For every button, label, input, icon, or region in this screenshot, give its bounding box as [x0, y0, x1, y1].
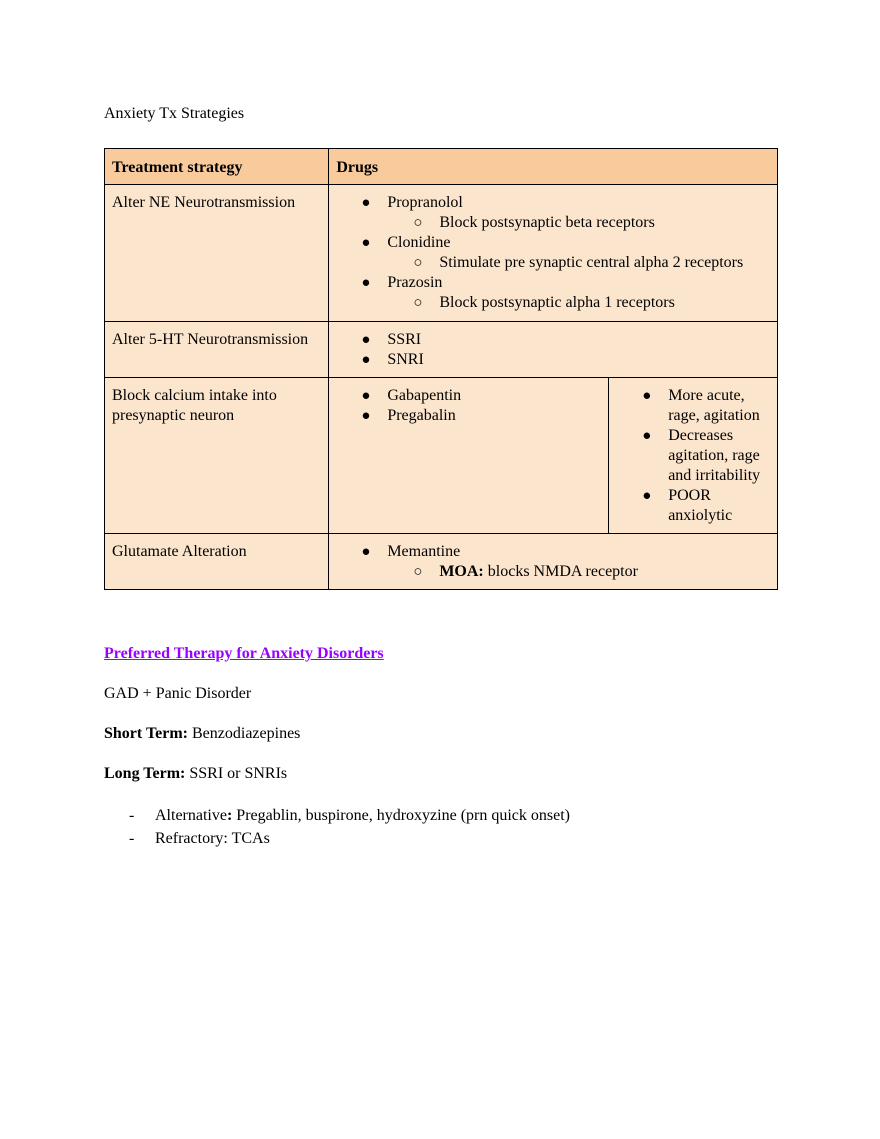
note-item: ● POOR anxiolytic — [616, 486, 770, 526]
preferred-therapy-heading-link[interactable]: Preferred Therapy for Anxiety Disorders — [104, 645, 384, 662]
short-term-text: Benzodiazepines — [188, 725, 301, 742]
drug-item: ● Clonidine — [336, 233, 770, 253]
table-row-glutamate — [105, 534, 778, 590]
drug-item: ● Prazosin — [336, 273, 770, 293]
long-term-line — [104, 764, 287, 784]
drug-subitem: ○ Block postsynaptic alpha 1 receptors — [336, 293, 770, 313]
condition-text: GAD + Panic Disorder — [104, 685, 252, 702]
drugs-cell — [329, 185, 778, 322]
table-row-ne — [105, 185, 778, 322]
moa-text: blocks NMDA receptor — [483, 563, 638, 580]
drug-subitem — [336, 562, 770, 582]
alternative-colon: : — [226, 807, 233, 824]
header-drugs: Drugs — [329, 149, 778, 185]
note-item: ● More acute, rage, agitation — [616, 386, 770, 426]
list-item-alternative — [104, 804, 570, 827]
drug-item: ● Memantine — [336, 542, 770, 562]
drug-subitem: ○ Block postsynaptic beta receptors — [336, 213, 770, 233]
alternative-text: Pregablin, buspirone, hydroxyzine (prn quick onset) — [232, 807, 570, 824]
therapy-options-list — [104, 804, 570, 850]
drugs-cell — [329, 378, 609, 534]
strategy-cell: Block calcium intake into presynaptic neuron — [105, 378, 329, 534]
drug-item: ● Gabapentin — [336, 386, 601, 406]
drugs-cell — [329, 322, 778, 378]
drugs-cell — [329, 534, 778, 590]
document-title: Anxiety Tx Strategies — [104, 105, 245, 122]
drug-item: ● Pregabalin — [336, 406, 601, 426]
long-term-label: Long Term: — [104, 765, 186, 782]
short-term-line — [104, 724, 300, 744]
strategy-cell: Alter NE Neurotransmission — [105, 185, 329, 322]
table-row-calcium — [105, 378, 778, 534]
header-treatment-strategy: Treatment strategy — [105, 149, 329, 185]
note-item: ● Decreases agitation, rage and irritability — [616, 426, 770, 486]
list-item-refractory: - Refractory: TCAs — [104, 827, 570, 850]
long-term-text: SSRI or SNRIs — [185, 765, 288, 782]
drug-item: ● SSRI — [336, 330, 770, 350]
table-header-row — [105, 149, 778, 185]
alternative-label: Alternative — [155, 807, 227, 824]
notes-cell — [609, 378, 778, 534]
short-term-label: Short Term: — [104, 725, 188, 742]
moa-label: MOA: — [439, 563, 484, 580]
drug-subitem: ○ Stimulate pre synaptic central alpha 2 receptors — [336, 253, 770, 273]
strategy-cell: Alter 5-HT Neurotransmission — [105, 322, 329, 378]
drug-item: ● SNRI — [336, 350, 770, 370]
treatment-table — [104, 148, 778, 590]
table-row-5ht — [105, 322, 778, 378]
drug-item: ● Propranolol — [336, 193, 770, 213]
strategy-cell: Glutamate Alteration — [105, 534, 329, 590]
